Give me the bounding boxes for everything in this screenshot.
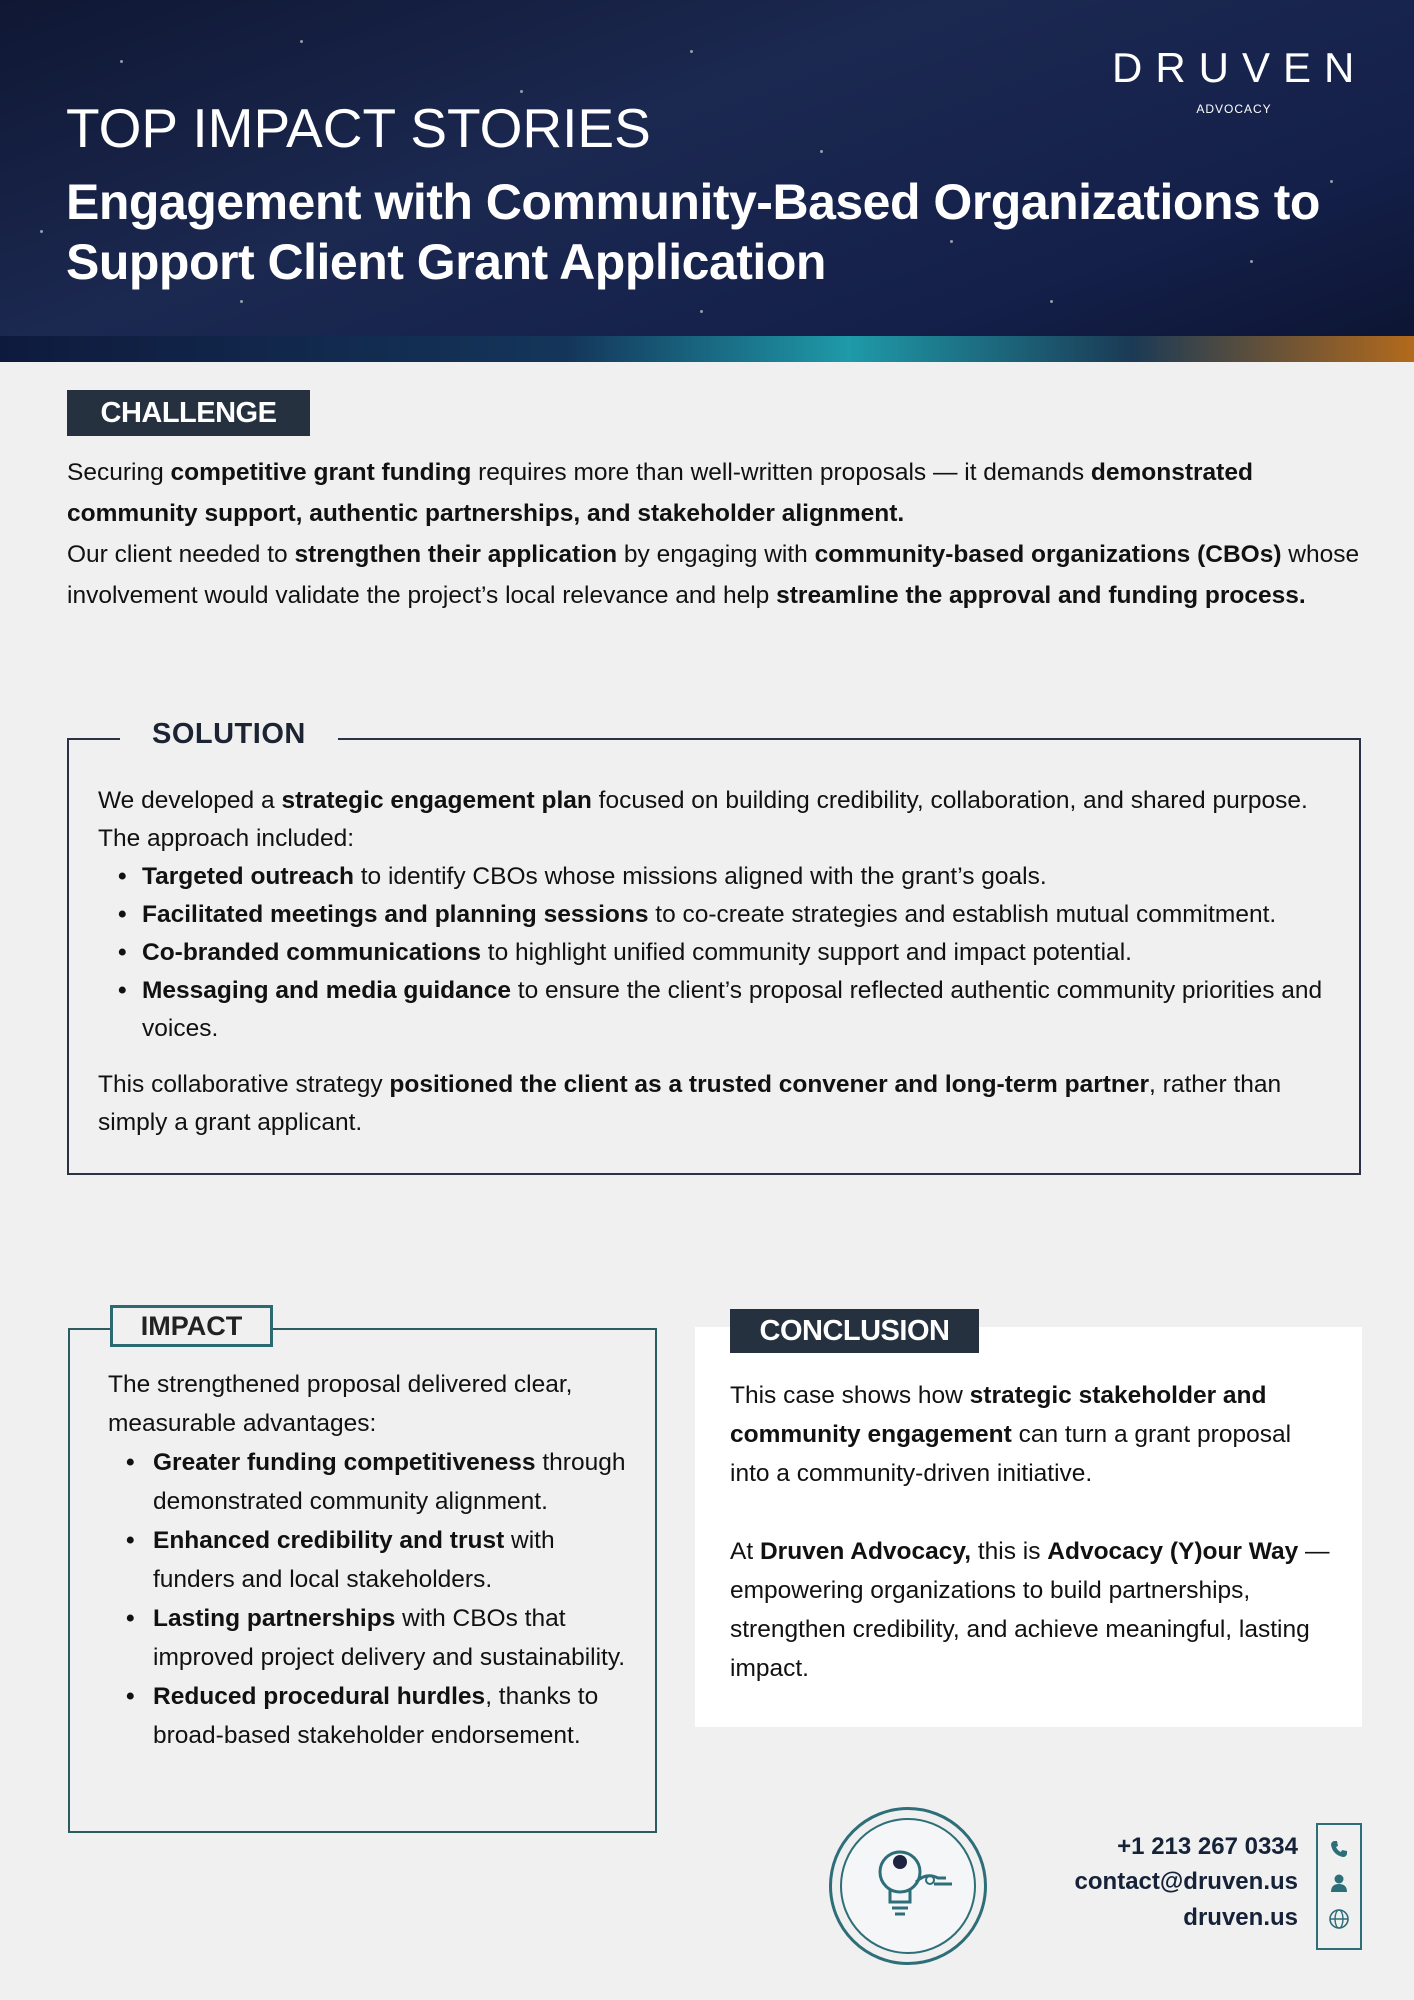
text-run-bold: Facilitated meetings and planning sessions: [142, 901, 649, 928]
text-run: through demonstrated community alignment.: [153, 1449, 626, 1515]
text-run: this is: [971, 1538, 1048, 1565]
lightbulb-icon: [840, 1818, 976, 1954]
text-run: At: [730, 1538, 760, 1565]
solution-outro: [98, 1066, 1328, 1142]
list-item: [108, 1443, 633, 1521]
list-item: [108, 1677, 633, 1755]
phone-icon: [1326, 1836, 1352, 1862]
contact-phone[interactable]: +1 213 267 0334: [1117, 1833, 1298, 1860]
text-run-bold: strategic engagement plan: [281, 787, 592, 814]
challenge-label: CHALLENGE: [67, 390, 310, 436]
conclusion-label: CONCLUSION: [730, 1309, 979, 1353]
list-item: [108, 1599, 633, 1677]
challenge-text: [67, 452, 1367, 616]
page-kicker: TOP IMPACT STORIES: [66, 97, 651, 159]
text-run: whose involvement would validate the project’s local relevance and help: [67, 541, 1360, 609]
text-run-bold: demonstrated community support, authentic partnerships, and stakeholder alignment.: [67, 459, 1253, 527]
person-icon: [1326, 1870, 1352, 1896]
text-run-bold: community-based organizations (CBOs): [814, 541, 1282, 568]
header-glow-strip: [0, 336, 1414, 362]
text-run-bold: Co-branded communications: [142, 939, 481, 966]
text-run: — empowering organizations to build partnerships, strengthen credibility, and achieve meaningful, lasting impact.: [730, 1538, 1330, 1682]
solution-intro: [98, 782, 1328, 858]
text-run: This case shows how: [730, 1382, 970, 1409]
list-item: [98, 896, 1328, 934]
text-run: with CBOs that improved project delivery and sustainability.: [153, 1605, 626, 1671]
impact-intro: The strengthened proposal delivered clear, measurable advantages:: [108, 1371, 573, 1437]
logo-subtitle: ADVOCACY: [1196, 102, 1272, 116]
text-run: Our client needed to: [67, 541, 295, 568]
text-run: to highlight unified community support and impact potential.: [480, 939, 1132, 966]
list-item: [98, 934, 1328, 972]
text-run-bold: strengthen their application: [294, 541, 618, 568]
page-title: [66, 172, 1376, 292]
text-run: , thanks to broad-based stakeholder endorsement.: [153, 1683, 599, 1749]
text-run: Securing: [67, 459, 171, 486]
text-run-bold: Messaging and media guidance: [142, 977, 511, 1004]
text-run: requires more than well-written proposals — it demands: [471, 459, 1091, 486]
impact-list: [108, 1443, 633, 1755]
text-run-bold: Lasting partnerships: [153, 1605, 396, 1632]
text-run: with funders and local stakeholders.: [153, 1527, 555, 1593]
text-run-bold: streamline the approval and funding process.: [776, 582, 1306, 609]
conclusion-text: [730, 1376, 1330, 1688]
page-title-line-1: Engagement with Community-Based Organizations to: [66, 174, 1320, 230]
list-item: [98, 858, 1328, 896]
text-run-bold: Druven Advocacy,: [759, 1538, 972, 1565]
text-run: This collaborative strategy: [98, 1071, 390, 1098]
solution-label: SOLUTION: [120, 718, 338, 751]
solution-text: [98, 782, 1328, 1142]
text-run-bold: Advocacy (Y)our Way: [1047, 1538, 1299, 1565]
list-item: [98, 972, 1328, 1048]
impact-label: IMPACT: [110, 1305, 273, 1347]
impact-text: [108, 1365, 633, 1755]
text-run-bold: Reduced procedural hurdles: [153, 1683, 486, 1710]
solution-list: [98, 858, 1328, 1048]
logo-wordmark: DRUVEN: [1112, 44, 1368, 91]
text-run-bold: positioned the client as a trusted convener and long-term partner: [389, 1071, 1150, 1098]
text-run-bold: Targeted outreach: [142, 863, 354, 890]
text-run-bold: competitive grant funding: [170, 459, 472, 486]
text-run: focused on building credibility, collaboration, and shared purpose. The approach included:: [98, 787, 1308, 852]
text-run: We developed a: [98, 787, 282, 814]
text-run: , rather than simply a grant applicant.: [98, 1071, 1282, 1136]
text-run-bold: strategic stakeholder and community engagement: [730, 1382, 1267, 1448]
contact-website[interactable]: druven.us: [1183, 1904, 1298, 1931]
globe-icon: [1326, 1906, 1352, 1932]
text-run: by engaging with: [617, 541, 815, 568]
contact-email[interactable]: contact@druven.us: [1074, 1868, 1298, 1895]
page-title-line-2: Support Client Grant Application: [66, 234, 826, 290]
text-run: to identify CBOs whose missions aligned with the grant’s goals.: [353, 863, 1047, 890]
list-item: [108, 1521, 633, 1599]
text-run-bold: Greater funding competitiveness: [153, 1449, 536, 1476]
text-run-bold: Enhanced credibility and trust: [153, 1527, 505, 1554]
conclusion-p2: [730, 1532, 1330, 1688]
text-run: can turn a grant proposal into a community-driven initiative.: [730, 1421, 1292, 1487]
text-run: to ensure the client’s proposal reflected authentic community priorities and voices.: [142, 977, 1323, 1042]
text-run: to co-create strategies and establish mutual commitment.: [648, 901, 1277, 928]
conclusion-p1: [730, 1376, 1330, 1493]
